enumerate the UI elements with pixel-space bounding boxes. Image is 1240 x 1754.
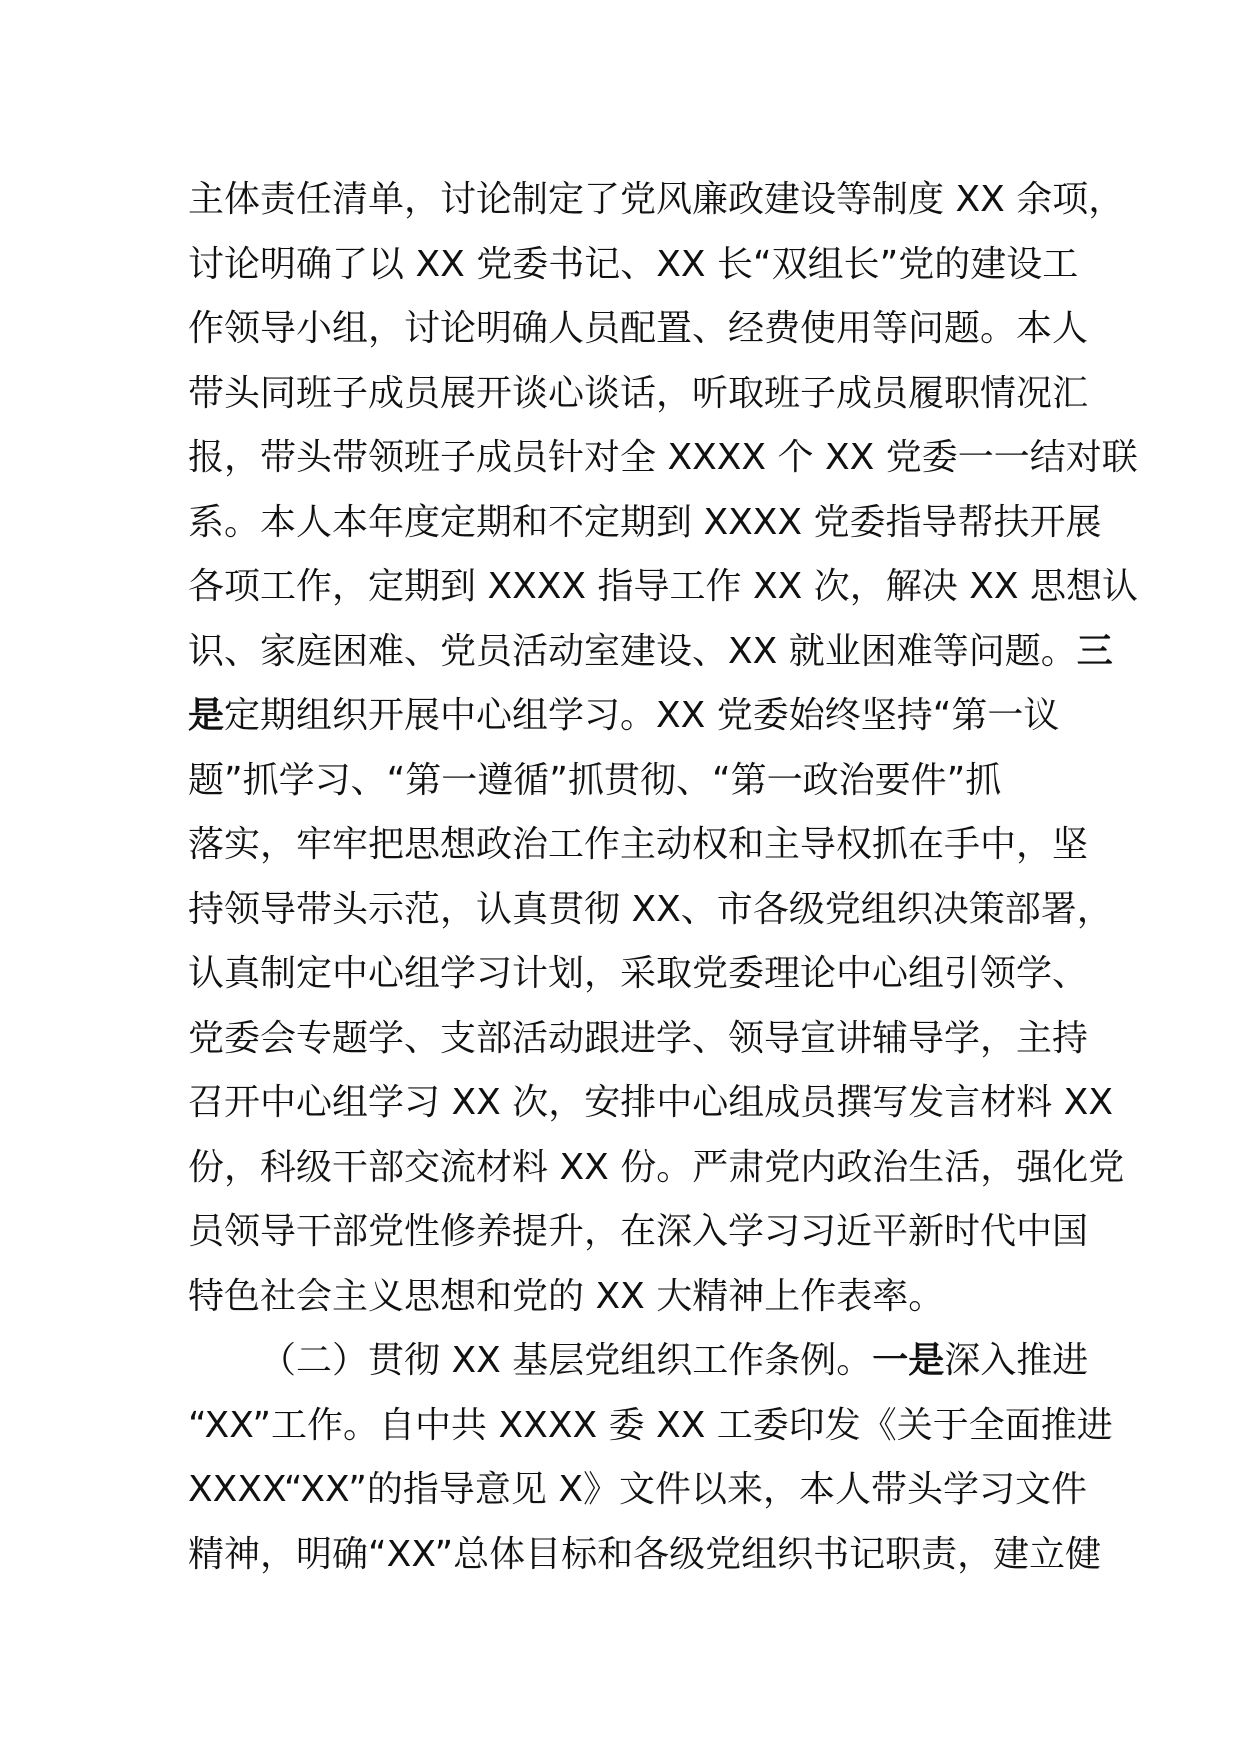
body-text	[188, 168, 1138, 1587]
section-heading-line	[188, 1329, 1089, 1394]
text-line: 系。本人本年度定期和不定期到 XXXX 党委指导帮扶开展	[188, 501, 1102, 543]
text-line: 持领导带头示范，认真贯彻 XX、市各级党组织决策部署，	[188, 888, 1113, 930]
text-line	[188, 620, 1113, 685]
text-line: 份，科级干部交流材料 XX 份。严肃党内政治生活，强化党	[188, 1146, 1125, 1188]
text-line: 带头同班子成员展开谈心谈话，听取班子成员履职情况汇	[188, 372, 1089, 414]
text-line: 主体责任清单，讨论制定了党风廉政建设等制度 XX 余项，	[188, 179, 1125, 220]
text-line: 讨论明确了以 XX 党委书记、XX 长“双组长”党的建设工	[188, 243, 1079, 285]
text-line: 特色社会主义思想和党的 XX 大精神上作表率。	[188, 1275, 945, 1317]
text-line: XXXX“XX”的指导意见 X》文件以来，本人带头学习文件	[188, 1469, 1088, 1510]
text-line: “XX”工作。自中共 XXXX 委 XX 工委印发《关于全面推进	[188, 1404, 1113, 1446]
text-line: 题”抓学习、“第一遵循”抓贯彻、“第一政治要件”抓	[188, 759, 1002, 801]
text-run: 识、家庭困难、党员活动室建设、XX 就业困难等问题。	[188, 630, 1077, 672]
text-line	[188, 684, 1068, 749]
text-line: 党委会专题学、支部活动跟进学、领导宣讲辅导学，主持	[188, 1017, 1089, 1059]
text-run: 深入推进	[944, 1340, 1089, 1381]
bold-lead: 三	[1076, 630, 1113, 672]
text-line: 认真制定中心组学习计划，采取党委理论中心组引领学、	[188, 953, 1089, 994]
text-line: 召开中心组学习 XX 次，安排中心组成员撰写发言材料 XX	[188, 1082, 1113, 1123]
text-run: 定期组织开展中心组学习。XX 党委始终坚持“第一议	[224, 695, 1060, 736]
text-line: 落实，牢牢把思想政治工作主动权和主导权抓在手中，坚	[188, 824, 1089, 865]
text-line: 各项工作，定期到 XXXX 指导工作 XX 次，解决 XX 思想认	[188, 566, 1138, 607]
text-line: 员领导干部党性修养提升，在深入学习习近平新时代中国	[188, 1211, 1089, 1252]
text-line: 报，带头带领班子成员针对全 XXXX 个 XX 党委一一结对联	[188, 437, 1138, 478]
text-line: 作领导小组，讨论明确人员配置、经费使用等问题。本人	[188, 308, 1089, 349]
bold-lead: 是	[188, 695, 225, 736]
bold-lead: 一是	[872, 1340, 945, 1381]
section-heading: （二）贯彻 XX 基层党组织工作条例。	[260, 1340, 873, 1381]
text-line: 精神，明确“XX”总体目标和各级党组织书记职责，建立健	[188, 1533, 1102, 1575]
